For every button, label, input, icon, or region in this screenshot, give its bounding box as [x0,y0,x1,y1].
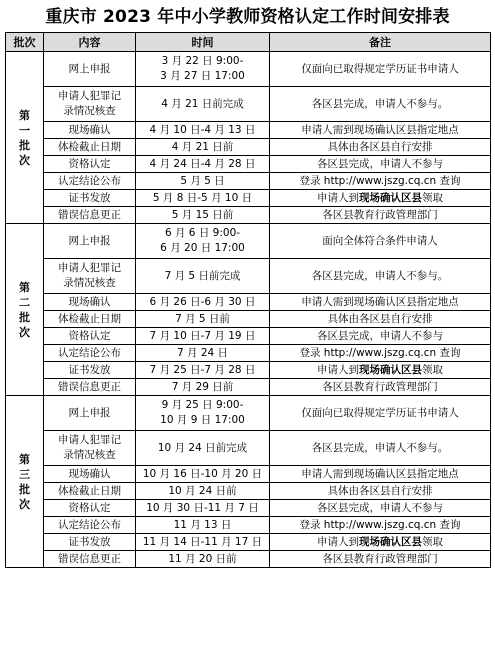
note-text: 申请人到 [317,191,359,204]
cell-note [270,362,491,379]
table-row [6,224,491,259]
cell-content: 网上申报 [44,52,136,87]
table-row [6,173,491,190]
cell-note: 各区县完成，申请人不参与 [270,500,491,517]
batch-label-char: 三 [19,467,30,481]
cell-time: 11 月 14 日-11 月 17 日 [136,534,270,551]
cell-note [270,190,491,207]
cell-time: 10 月 24 日前 [136,483,270,500]
cell-time: 11 月 20 日前 [136,551,270,568]
cell-content: 证书发放 [44,190,136,207]
cell-note: 各区县完成，申请人不参与 [270,156,491,173]
cell-time: 11 月 13 日 [136,517,270,534]
cell-content: 资格认定 [44,328,136,345]
table-row [6,52,491,87]
batch-label-char: 第 [19,280,30,294]
cell-note: 具体由各区县自行安排 [270,139,491,156]
table-row [6,294,491,311]
batch-label-char: 次 [19,153,30,167]
cell-note: 申请人需到现场确认区县指定地点 [270,122,491,139]
cell-content-line: 申请人犯罪记 [58,434,121,446]
cell-content-line: 录情况核查 [63,449,116,461]
header-batch: 批次 [6,33,44,52]
cell-note: 申请人需到现场确认区县指定地点 [270,294,491,311]
table-row [6,362,491,379]
cell-time: 5 月 8 日-5 月 10 日 [136,190,270,207]
cell-content: 错误信息更正 [44,207,136,224]
table-row [6,311,491,328]
batch-label-char: 批 [19,310,30,324]
table-body [6,52,491,568]
batch-label-char: 第 [19,108,30,122]
table-row [6,156,491,173]
table-row [6,328,491,345]
cell-content: 体检截止日期 [44,139,136,156]
cell-note: 各区县完成，申请人不参与。 [270,431,491,466]
batch-label-char: 批 [19,482,30,496]
table-row [6,345,491,362]
table-row [6,534,491,551]
cell-note: 各区县教育行政管理部门 [270,207,491,224]
cell-content: 现场确认 [44,466,136,483]
batch-label-char: 第 [19,452,30,466]
cell-time-line: 3 月 22 日 9:00- [161,55,244,67]
cell-content: 证书发放 [44,534,136,551]
cell-content-line: 录情况核查 [63,105,116,117]
cell-time: 7 月 24 日 [136,345,270,362]
cell-time: 10 月 24 日前完成 [136,431,270,466]
cell-time-line: 6 月 20 日 17:00 [160,242,245,254]
batch-label [6,396,44,568]
note-text: 领取 [422,363,443,376]
note-highlight: 现场确认区县 [359,363,422,376]
cell-time: 5 月 15 日前 [136,207,270,224]
cell-time-line: 10 月 9 日 17:00 [160,414,245,426]
table-row [6,122,491,139]
table-row [6,87,491,122]
cell-note: 仅面向已取得规定学历证书申请人 [270,396,491,431]
table-row [6,259,491,294]
cell-time: 7 月 29 日前 [136,379,270,396]
cell-time-line: 3 月 27 日 17:00 [160,70,245,82]
cell-content: 认定结论公布 [44,517,136,534]
cell-content: 体检截止日期 [44,483,136,500]
cell-note: 各区县教育行政管理部门 [270,379,491,396]
cell-note: 各区县完成，申请人不参与 [270,328,491,345]
page-title: 重庆市 2023 年中小学教师资格认定工作时间安排表 [45,7,450,27]
batch-label [6,224,44,396]
cell-content: 错误信息更正 [44,551,136,568]
header-time: 时间 [136,33,270,52]
cell-content: 证书发放 [44,362,136,379]
batch-label-char: 次 [19,497,30,511]
cell-note: 登录 http://www.jszg.cq.cn 查询 [270,173,491,190]
cell-content [44,431,136,466]
note-text: 申请人到 [317,363,359,376]
cell-note: 各区县教育行政管理部门 [270,551,491,568]
cell-time: 4 月 24 日-4 月 28 日 [136,156,270,173]
cell-time: 10 月 30 日-11 月 7 日 [136,500,270,517]
batch-label [6,52,44,224]
header-note: 备注 [270,33,491,52]
cell-content-line: 申请人犯罪记 [58,262,121,274]
cell-content: 网上申报 [44,224,136,259]
cell-time [136,224,270,259]
note-highlight: 现场确认区县 [359,535,422,548]
cell-time: 4 月 10 日-4 月 13 日 [136,122,270,139]
cell-time [136,52,270,87]
table-row [6,517,491,534]
table-row [6,379,491,396]
cell-time-line: 9 月 25 日 9:00- [161,399,244,411]
cell-content: 错误信息更正 [44,379,136,396]
cell-time: 6 月 26 日-6 月 30 日 [136,294,270,311]
batch-label-char: 一 [19,123,30,137]
schedule-table [5,32,491,568]
cell-content-line: 录情况核查 [63,277,116,289]
note-text: 领取 [422,535,443,548]
cell-note: 具体由各区县自行安排 [270,311,491,328]
cell-time: 10 月 16 日-10 月 20 日 [136,466,270,483]
cell-note: 仅面向已取得规定学历证书申请人 [270,52,491,87]
table-row [6,396,491,431]
table-row [6,500,491,517]
table-row [6,483,491,500]
table-row [6,466,491,483]
cell-note [270,534,491,551]
cell-time: 7 月 5 日前 [136,311,270,328]
cell-note: 申请人需到现场确认区县指定地点 [270,466,491,483]
batch-label-char: 次 [19,325,30,339]
cell-time-line: 6 月 6 日 9:00- [164,227,241,239]
table-row [6,190,491,207]
table-row [6,139,491,156]
cell-content: 网上申报 [44,396,136,431]
cell-note: 具体由各区县自行安排 [270,483,491,500]
cell-content: 认定结论公布 [44,345,136,362]
cell-time: 5 月 5 日 [136,173,270,190]
cell-time: 7 月 25 日-7 月 28 日 [136,362,270,379]
header-content: 内容 [44,33,136,52]
batch-label-char: 二 [19,295,30,309]
table-header-row [6,33,491,52]
cell-note: 各区县完成，申请人不参与。 [270,87,491,122]
cell-note: 登录 http://www.jszg.cq.cn 查询 [270,345,491,362]
cell-note: 各区县完成，申请人不参与。 [270,259,491,294]
cell-time: 7 月 10 日-7 月 19 日 [136,328,270,345]
cell-content: 资格认定 [44,500,136,517]
cell-note: 面向全体符合条件申请人 [270,224,491,259]
cell-content-line: 申请人犯罪记 [58,90,121,102]
cell-content [44,259,136,294]
cell-time [136,396,270,431]
cell-time: 7 月 5 日前完成 [136,259,270,294]
cell-content: 现场确认 [44,294,136,311]
table-row [6,431,491,466]
cell-content: 认定结论公布 [44,173,136,190]
cell-note: 登录 http://www.jszg.cq.cn 查询 [270,517,491,534]
cell-content: 现场确认 [44,122,136,139]
cell-content [44,87,136,122]
note-text: 申请人到 [317,535,359,548]
note-text: 领取 [422,191,443,204]
note-highlight: 现场确认区县 [359,191,422,204]
cell-time: 4 月 21 日前 [136,139,270,156]
table-row [6,207,491,224]
table-row [6,551,491,568]
cell-content: 体检截止日期 [44,311,136,328]
batch-label-char: 批 [19,138,30,152]
cell-content: 资格认定 [44,156,136,173]
cell-time: 4 月 21 日前完成 [136,87,270,122]
